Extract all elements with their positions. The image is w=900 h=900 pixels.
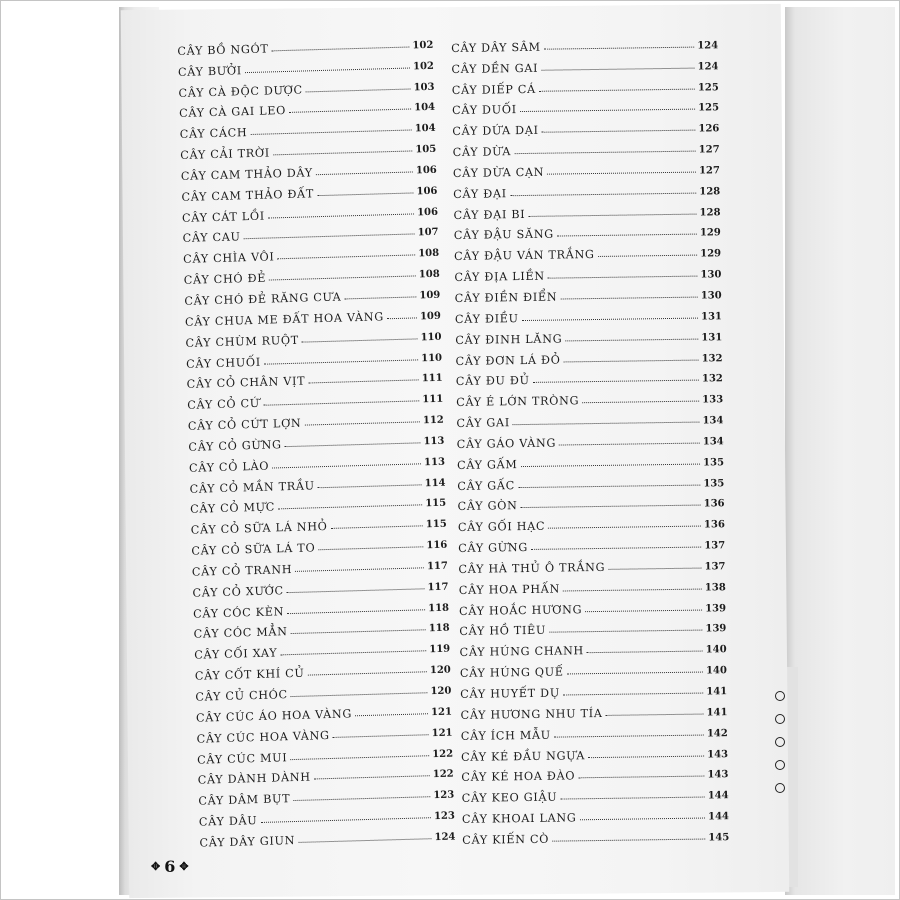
toc-entry-title: CÂY CỐI XAY [194,646,278,663]
toc-left-column [177,30,456,850]
toc-entry-page: 140 [705,644,727,656]
toc-entry-page: 124 [697,60,719,73]
toc-entry-page: 120 [430,685,452,698]
toc-dot-leader [521,505,701,509]
toc-entry-page: 131 [701,311,723,323]
toc-dot-leader [290,755,429,760]
toc-entry-page: 145 [708,832,730,844]
toc-entry-title: CÂY DỨA DẠI [452,124,539,139]
toc-dot-leader [587,651,703,654]
toc-entry-page: 104 [414,102,436,114]
toc-entry-page: 141 [706,707,728,719]
toc-entry-page: 129 [700,248,722,260]
toc-entry-page: 115 [425,498,447,510]
ornament-icon: ✥ [151,860,161,873]
toc-entry-title: CÂY CỦ CHÓC [195,688,289,704]
toc-entry-title: CÂY ĐU ĐỦ [455,374,530,389]
toc-entry-page: 136 [703,498,725,510]
toc-entry-title: CÂY HÚNG CHANH [459,644,585,660]
toc-dot-leader [273,151,412,156]
toc-entry-title: CÂY ĐẬU SĂNG [453,228,554,243]
toc-entry-page: 120 [429,664,451,677]
toc-entry-title: CÂY CAM THẢO ĐẤT [181,186,315,204]
toc-entry-page: 136 [703,519,725,531]
toc-dot-leader [331,526,423,530]
toc-dot-leader [557,234,697,237]
toc-entry-page: 130 [700,290,722,302]
toc-entry-page: 143 [707,769,729,781]
bullet-mark [775,760,785,770]
toc-entry-title: CÂY HOA PHẤN [458,582,561,597]
toc-entry-page: 106 [415,164,437,177]
toc-dot-leader [355,713,428,716]
toc-entry-page: 142 [706,727,728,740]
toc-entry-title: CÂY HÀ THỦ Ô TRẮNG [458,560,606,576]
toc-dot-leader [548,276,698,279]
toc-entry-title: CÂY CỎ MỰC [190,500,276,517]
toc-entry-title: CÂY CÁT LỒI [181,209,266,225]
toc-dot-leader [533,380,699,383]
toc-entry-title: CÂY CHÓ ĐẺ RĂNG CƯA [184,290,342,308]
toc-entry-title: CÂY DÂY GIUN [199,833,296,850]
toc-entry-page: 104 [414,123,436,135]
toc-dot-leader [544,46,695,49]
toc-entry-title: CÂY CỎ LÀO [188,459,270,475]
toc-entry-title: CÂY KÉ ĐẦU NGỰA [461,748,586,764]
toc-entry-page: 130 [700,269,722,281]
toc-entry-page: 106 [416,206,439,218]
toc-dot-leader [585,609,702,612]
toc-entry-title: CÂY CỎ CỨ [187,397,261,413]
toc-entry-page: 122 [432,768,454,781]
toc-dot-leader [308,380,418,384]
toc-entry-title: CÂY CÀ GAI LEO [178,104,287,121]
toc-dot-leader [528,213,696,216]
toc-entry-title: CÂY CHUỐI [185,355,262,371]
toc-dot-leader [278,255,416,260]
toc-entry-title: CÂY ĐIỀN ĐIỂN [454,290,558,305]
toc-dot-leader [579,818,705,821]
toc-entry-title: CÂY ĐẠI BI [453,207,526,222]
toc-dot-leader [521,463,701,467]
toc-entry-title: CÂY CỎ SỮA LÁ TO [191,541,316,558]
toc-dot-leader [317,192,414,196]
toc-entry-title: CÂY GỐI HẠC [457,519,546,535]
toc-dot-leader [563,588,702,591]
page-number: 6 [164,857,176,876]
toc-dot-leader [304,421,419,425]
toc-dot-leader [287,609,425,614]
toc-entry-title: CÂY BỒ NGÓT [177,42,269,58]
toc-entry-page: 141 [706,686,728,698]
toc-entry-title: CÂY ĐỊA LIỀN [454,269,545,285]
toc-dot-leader [559,442,700,445]
toc-dot-leader [531,547,701,550]
toc-entry-page: 107 [417,227,439,239]
toc-entry-page: 144 [708,811,730,823]
toc-entry-title: CÂY DỪA [452,145,512,160]
toc-entry-page: 113 [423,456,446,468]
toc-entry-title: CÂY ĐINH LĂNG [455,332,563,347]
toc-entry-page: 127 [698,144,720,156]
toc-dot-leader [272,463,421,468]
toc-entry [462,822,729,847]
toc-entry-page: 123 [433,810,456,823]
toc-entry-title: CÂY GÁO VÀNG [456,436,557,451]
toc-entry-page: 110 [421,352,443,364]
toc-dot-leader [510,192,697,196]
bullet-mark [775,691,785,701]
toc-dot-leader [291,630,426,635]
toc-entry-page: 143 [707,748,729,761]
toc-dot-leader [548,526,701,529]
toc-dot-leader [316,171,413,175]
page-footer [151,857,189,876]
toc-entry-page: 116 [426,539,448,552]
toc-entry-page: 131 [701,331,723,344]
toc-entry-title: CÂY CÚC ÁO HOA VÀNG [195,707,353,725]
toc-dot-leader [514,151,696,155]
toc-entry-page: 102 [412,60,435,73]
toc-entry-page: 134 [702,436,724,448]
toc-entry-title: CÂY HƯƠNG NHU TÍA [460,706,603,722]
toc-dot-leader [552,838,705,841]
toc-entry-page: 125 [697,81,719,94]
toc-entry-page: 111 [421,373,443,385]
toc-entry-page: 105 [415,143,437,156]
toc-entry-page: 134 [702,415,724,427]
toc-entry-page: 135 [703,456,725,469]
toc-dot-leader [554,734,704,737]
toc-entry-title: CÂY HỒ TIÊU [459,624,547,639]
toc-dot-leader [563,693,703,696]
toc-dot-leader [578,776,704,779]
toc-entry-page: 128 [699,186,721,198]
toc-entry-title: CÂY GẤC [457,478,516,493]
toc-entry-page: 128 [699,206,721,219]
toc-dot-leader [387,317,417,319]
toc-dot-leader [598,255,698,257]
toc-entry-title: CÂY DÀNH DÀNH [197,770,311,788]
toc-entry-title: CÂY CAM THẢO DÂY [180,166,314,183]
toc-entry-page: 127 [698,165,721,177]
toc-dot-leader [565,338,698,341]
toc-dot-leader [520,109,695,112]
toc-dot-leader [541,67,694,70]
toc-dot-leader [285,442,421,447]
toc-dot-leader [268,213,414,218]
toc-entry-title: CÂY CỎ MẦN TRẦU [189,478,315,496]
toc-entry-page: 124 [697,40,719,52]
toc-entry-title: CÂY CỎ CHÂN VỊT [186,374,306,392]
toc-dot-leader [513,422,700,426]
toc-entry-title: CÂY CỎ XƯỚC [192,584,284,600]
toc-dot-leader [542,130,696,133]
toc-entry-title: CÂY BƯỞI [177,63,243,79]
next-page-edge [785,7,895,895]
toc-dot-leader [564,359,699,362]
toc-entry-page: 140 [705,665,727,677]
toc-entry-page: 117 [427,581,449,593]
toc-entry-page: 109 [419,310,442,323]
toc-entry-title: CÂY GẤM [456,457,518,472]
toc-dot-leader [560,297,698,300]
toc-entry-page: 118 [428,602,450,614]
toc-dot-leader [306,88,411,92]
toc-entry-page: 139 [705,623,727,635]
toc-dot-leader [263,401,419,406]
toc-entry-page: 137 [704,540,726,552]
toc-dot-leader [264,359,418,364]
toc-dot-leader [308,671,427,675]
toc-entry-page: 117 [426,560,449,573]
toc-entry-page: 132 [701,373,723,385]
toc-entry-page: 138 [704,581,726,594]
toc-entry-page: 114 [424,477,446,489]
toc-entry-title: CÂY CỎ GỪNG [188,438,282,454]
toc-dot-leader [291,692,428,697]
toc-entry-page: 137 [704,561,726,573]
toc-entry-page: 103 [413,81,435,93]
toc-entry-page: 135 [703,477,725,490]
toc-entry-title: CÂY CỎ SỮA LÁ NHỎ [190,520,328,538]
toc-entry-title: CÂY DỪA CẠN [452,165,545,180]
toc-entry-title: CÂY DÂU [198,814,258,829]
bullet-mark [775,737,785,747]
toc-entry-title: CÂY CÁCH [179,126,248,142]
toc-dot-leader [295,567,424,572]
toc-entry-title: CÂY ĐƠN LÁ ĐỎ [455,353,561,368]
toc-entry-title: CÂY CÚC MUI [197,750,288,767]
toc-dot-leader [522,317,698,320]
toc-dot-leader [547,171,696,174]
toc-entry-page: 125 [698,102,720,114]
toc-dot-leader [293,796,430,801]
toc-entry-title: CÂY CỎ TRANH [191,562,293,579]
toc-entry-title: CÂY CHÓ ĐẺ [183,271,267,288]
toc-entry-title: CÂY DÂY SÂM [451,40,541,55]
toc-dot-leader [269,276,416,281]
toc-entry-page: 108 [418,268,440,281]
toc-entry-title: CÂY DÂM BỤT [198,792,291,808]
toc-right-column [451,30,729,847]
toc-entry-title: CÂY É LỚN TRÒNG [456,394,580,410]
toc-entry-title: CÂY HÚNG QUẾ [459,665,564,681]
toc-entry-title: CÂY CAU [182,230,241,246]
toc-entry-title: CÂY CỐT KHÍ CỦ [194,666,305,683]
toc-entry-page: 123 [433,789,455,802]
toc-dot-leader [333,734,429,738]
toc-entry-title: CÂY ĐẬU VÁN TRẮNG [454,248,595,264]
toc-entry-page: 121 [431,727,453,739]
toc-entry-title: CÂY ĐẠI [453,186,507,201]
toc-dot-leader [560,797,704,800]
toc-entry-title: CÂY CHÙM RUỘT [185,333,300,350]
toc-dot-leader [302,338,418,342]
toc-dot-leader [588,755,704,758]
toc-entry-page: 119 [429,643,451,656]
toc-entry-page: 112 [422,414,444,427]
toc-entry-page: 133 [702,394,724,406]
toc-entry-title: CÂY CHUA ME ĐẤT HOA VÀNG [184,310,385,329]
toc-entry-page: 113 [423,435,445,448]
toc-entry-title: CÂY HUYẾT DỤ [460,686,560,701]
toc-entry-page: 129 [699,227,721,239]
toc-dot-leader [549,630,702,633]
toc-dot-leader [606,713,704,715]
toc-entry-title: CÂY KIẾN CÒ [462,832,550,847]
toc-entry-title: CÂY CÓC MẲN [193,625,288,642]
toc-dot-leader [278,505,422,510]
toc-dot-leader [567,672,703,675]
toc-dot-leader [608,567,701,569]
toc-entry-title: CÂY DỀN GAI [451,61,539,76]
toc-dot-leader [280,651,426,656]
toc-entry-page: 121 [430,706,453,719]
toc-entry-page: 132 [701,352,723,365]
toc-entry-page: 115 [425,518,447,531]
toc-dot-leader [314,776,430,780]
toc-entry-title: CÂY CỎ CỨT LỢN [187,416,302,433]
toc-entry-page: 108 [418,248,440,260]
toc-entry-page: 110 [420,331,442,343]
toc-dot-leader [272,46,410,51]
toc-dot-leader [289,109,411,113]
toc-entry-title: CÂY ÍCH MẪU [460,728,551,743]
toc-dot-leader [582,401,699,404]
toc-entry-page: 118 [428,623,450,635]
toc-dot-leader [518,484,701,488]
bullet-mark [775,714,785,724]
toc-entry-title: CÂY CHÌA VÔI [183,250,275,267]
next-page-bullets [775,691,789,806]
toc-entry-page: 139 [705,602,727,615]
toc-entry-title: CÂY KEO GIẬU [461,790,558,806]
toc-dot-leader [539,88,695,91]
toc-entry-title: CÂY KHOAI LANG [461,811,577,826]
toc-dot-leader [298,838,431,843]
toc-entry-page: 122 [432,748,454,760]
toc-entry-page: 106 [416,185,438,198]
bullet-mark [775,783,785,793]
toc-entry-title: CÂY KÉ HOA ĐÀO [461,769,576,785]
toc-entry-title: CÂY CÓC KÈN [192,604,285,621]
toc-entry-title: CÂY DUỐI [451,103,517,118]
toc-dot-leader [318,546,423,550]
toc-entry-page: 111 [422,393,444,406]
toc-entry-page: 124 [434,831,456,844]
toc-entry-title: CÂY DIẾP CÁ [451,82,536,97]
toc-entry-page: 144 [707,790,729,802]
toc-entry-page: 109 [419,289,441,302]
toc-dot-leader [318,484,422,488]
toc-entry-title: CÂY CÀ ĐỘC DƯỢC [178,83,303,100]
toc-entry-title: CÂY GÒN [457,499,518,514]
toc-entry-page: 126 [698,123,720,135]
toc-dot-leader [344,296,416,299]
toc-entry-title: CÂY HOẮC HƯƠNG [458,602,583,618]
toc-entry-title: CÂY GỪNG [458,541,529,556]
toc-entry-title: CÂY GAI [456,416,510,430]
toc-entry-title: CÂY CẢI TRỜI [180,146,271,163]
toc-dot-leader [287,588,425,593]
toc-entry-page: 102 [412,39,434,52]
toc-entry-title: CÂY ĐIỀU [454,311,519,326]
ornament-icon: ✥ [179,860,189,873]
toc-entry-title: CÂY CÚC HOA VÀNG [196,728,330,746]
